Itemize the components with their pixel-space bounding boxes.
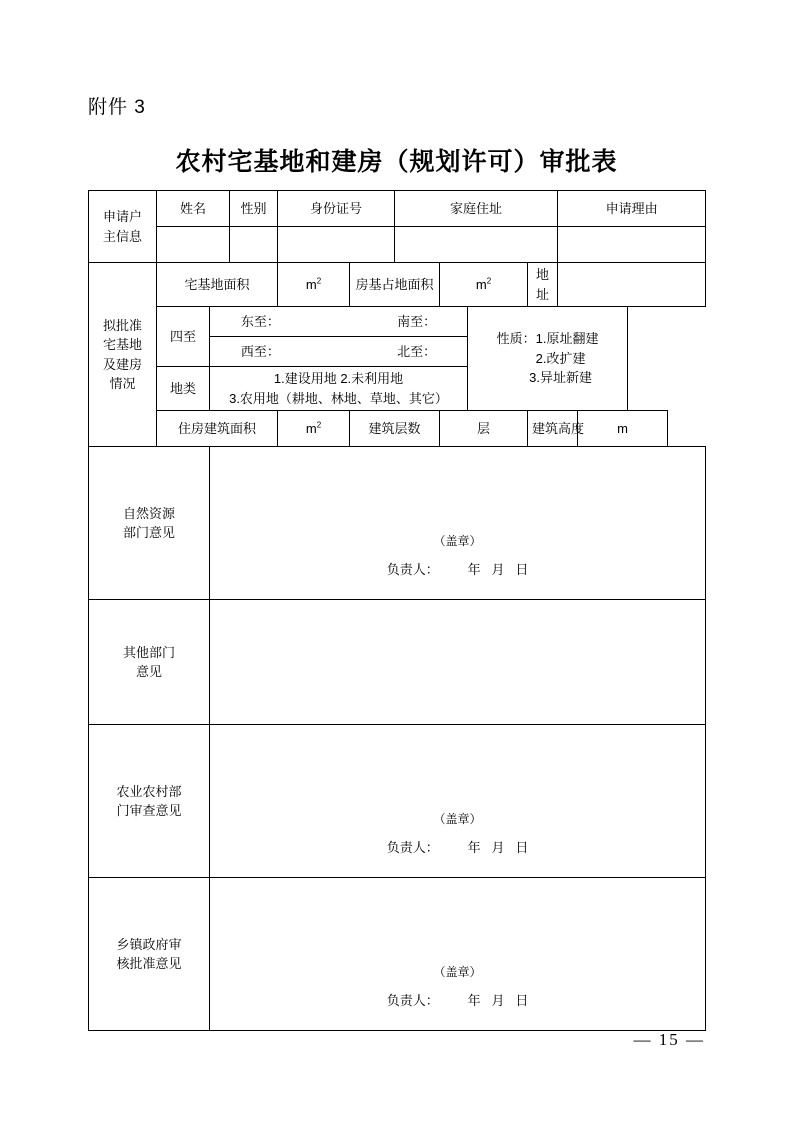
approval-section-label-line3: 及建房 [102, 356, 142, 372]
approval-form-table [88, 190, 706, 1031]
address-label: 地址 [528, 263, 558, 307]
opinion-stamp-natural-resources: （盖章） [433, 533, 482, 548]
applicant-section-label-line1: 申请户 [102, 209, 142, 224]
boundary-row-east-south [89, 307, 706, 337]
page-title: 农村宅基地和建房（规划许可）审批表 [175, 149, 618, 176]
opinion-label-line2: 部门意见 [122, 525, 175, 540]
land-type-line1: 1.建设用地 2.未利用地 [273, 371, 404, 386]
approval-section-label-line4: 情况 [109, 376, 136, 391]
opinion-label-line2: 门审查意见 [116, 803, 182, 818]
opinion-row-township [89, 878, 706, 1031]
house-area-label: 房基占地面积 [350, 263, 440, 307]
opinion-row-agriculture [89, 725, 706, 878]
house-area-value[interactable] [440, 263, 528, 307]
value-name[interactable] [157, 227, 230, 263]
value-id-number[interactable] [278, 227, 395, 263]
boundary-east-label: 东至： [240, 313, 280, 329]
header-id-number: 身份证号 [278, 191, 395, 227]
header-name: 姓名 [157, 191, 230, 227]
opinion-label-line1: 自然资源 [122, 505, 175, 521]
nature-line3: 3.异址新建 [529, 370, 592, 386]
nature-line1: 性质：1.原址翻建 [496, 331, 599, 347]
land-type-line2: 3.农用地（耕地、林地、草地、其它） [229, 390, 448, 406]
nature-line2: 2.改扩建 [535, 350, 586, 366]
area-row [89, 263, 706, 307]
house-area-unit: $m^2$ [475, 276, 492, 292]
value-gender[interactable] [230, 227, 278, 263]
address-value[interactable] [558, 263, 706, 307]
opinion-content-natural-resources[interactable] [210, 447, 706, 600]
homestead-area-unit: $m^2$ [305, 276, 322, 292]
nature-cell [468, 307, 628, 411]
building-area-value[interactable] [278, 411, 350, 447]
approval-section-label [89, 263, 157, 447]
approval-section-label-line2: 宅基地 [102, 337, 142, 352]
applicant-section-label [89, 191, 157, 263]
opinion-label-line1: 农业农村部 [116, 783, 182, 799]
boundary-label: 四至 [157, 307, 210, 367]
height-value[interactable] [578, 411, 668, 447]
value-apply-reason[interactable] [558, 227, 706, 263]
opinion-label-natural-resources [89, 447, 210, 600]
building-row [89, 411, 706, 447]
opinion-label-township [89, 878, 210, 1031]
floors-unit: 层 [477, 420, 491, 436]
page-number: — 15 — [633, 1030, 705, 1049]
header-gender: 性别 [230, 191, 278, 227]
opinion-label-line1: 其他部门 [122, 644, 175, 660]
attachment-label: 附件 3 [88, 97, 146, 118]
homestead-area-value[interactable] [278, 263, 350, 307]
opinion-signature-natural-resources[interactable]: 负责人： 年 月 日 [386, 561, 529, 577]
boundary-west-north[interactable] [210, 337, 468, 367]
opinion-label-line2: 意见 [135, 664, 162, 679]
applicant-value-row [89, 227, 706, 263]
opinion-content-other-dept[interactable] [210, 600, 706, 725]
opinion-label-line1: 乡镇政府审 [116, 936, 182, 952]
opinion-label-line2: 核批准意见 [116, 956, 182, 971]
header-apply-reason: 申请理由 [558, 191, 706, 227]
opinion-signature-agriculture[interactable]: 负责人： 年 月 日 [386, 839, 529, 855]
opinion-content-township[interactable] [210, 878, 706, 1031]
boundary-south-label: 南至： [397, 313, 437, 329]
floors-label: 建筑层数 [350, 411, 440, 447]
height-label: 建筑高度 [528, 411, 578, 447]
boundary-east-south[interactable] [210, 307, 468, 337]
value-home-address[interactable] [395, 227, 558, 263]
land-type-label: 地类 [157, 367, 210, 411]
building-area-unit: $m^2$ [305, 420, 322, 436]
opinion-row-natural-resources [89, 447, 706, 600]
opinion-label-other-dept [89, 600, 210, 725]
approval-section-label-line1: 拟批准 [102, 317, 142, 333]
building-area-label: 住房建筑面积 [157, 411, 278, 447]
land-type-options[interactable] [210, 367, 468, 411]
boundary-north-label: 北至： [397, 343, 437, 359]
opinion-signature-township[interactable]: 负责人： 年 月 日 [386, 992, 529, 1008]
header-home-address: 家庭住址 [395, 191, 558, 227]
opinion-label-agriculture [89, 725, 210, 878]
applicant-section-label-line2: 主信息 [102, 228, 142, 244]
boundary-west-label: 西至： [240, 343, 280, 359]
applicant-header-row [89, 191, 706, 227]
opinion-stamp-agriculture: （盖章） [433, 811, 482, 826]
height-unit: m [617, 420, 628, 436]
opinion-row-other-dept [89, 600, 706, 725]
floors-value[interactable] [440, 411, 528, 447]
opinion-stamp-township: （盖章） [433, 964, 482, 979]
homestead-area-label: 宅基地面积 [157, 263, 278, 307]
opinion-content-agriculture[interactable] [210, 725, 706, 878]
